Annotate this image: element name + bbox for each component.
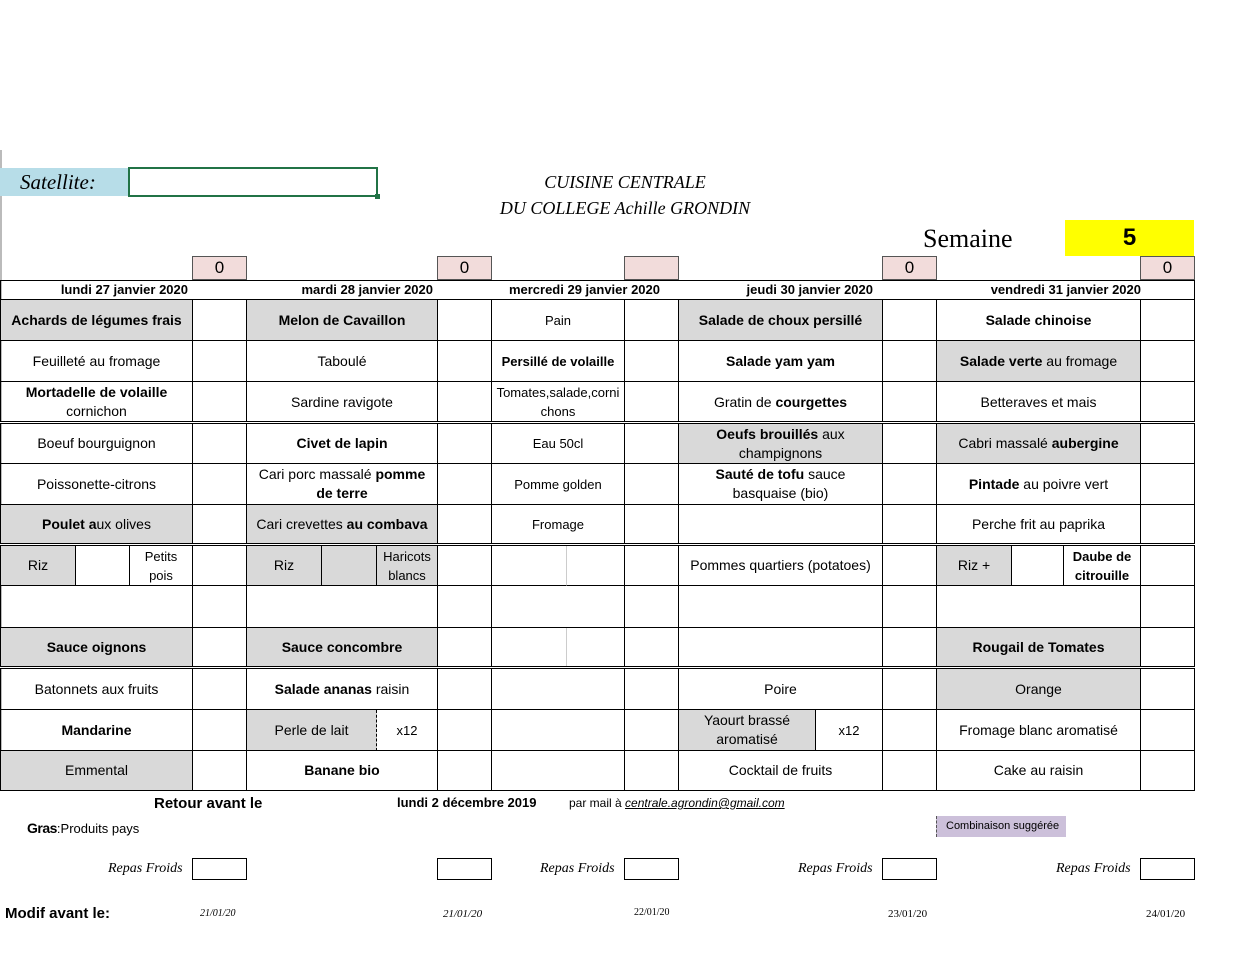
menu-cell-mardi-11[interactable]: Perle de lait: [247, 710, 377, 751]
modif-date-vendredi: 24/01/20: [1146, 908, 1186, 920]
menu-text: cornichon: [66, 403, 127, 419]
qty-cell-mardi-2[interactable]: [438, 341, 492, 382]
menu-cell-vendredi-12[interactable]: Cake au raisin: [937, 751, 1141, 791]
qty-cell-jeudi-5[interactable]: [883, 464, 937, 505]
menu-cell-mercredi-7a[interactable]: [492, 546, 567, 586]
semaine-label: Semaine: [923, 224, 1013, 253]
qty-cell-vendredi-7a[interactable]: [1012, 546, 1064, 586]
qty-cell-lundi-5[interactable]: [193, 464, 247, 505]
menu-cell-mercredi-6[interactable]: Fromage: [492, 505, 625, 545]
retour-date: lundi 2 décembre 2019: [397, 795, 537, 810]
counter-vendredi[interactable]: 0: [1140, 256, 1195, 280]
qty-cell-vendredi-11[interactable]: [1141, 710, 1195, 751]
menu-cell-mercredi-3[interactable]: Tomates,salade,cornichons: [492, 382, 625, 423]
qty-cell-vendredi-2[interactable]: [1141, 341, 1195, 382]
qty-cell-mercredi-7[interactable]: [625, 546, 679, 586]
gras-label: Gras: [27, 820, 57, 836]
qty-cell-lundi-11[interactable]: [193, 710, 247, 751]
qty-cell-lundi-2[interactable]: [193, 341, 247, 382]
qty-cell-lundi-3[interactable]: [193, 382, 247, 423]
qty-cell-vendredi-9[interactable]: [1141, 628, 1195, 667]
qty-cell-jeudi-8[interactable]: [883, 586, 937, 628]
menu-cell-jeudi-6[interactable]: [679, 505, 883, 545]
menu-cell-jeudi-11-qty[interactable]: x12: [816, 710, 883, 751]
menu-cell-mardi-6[interactable]: [247, 505, 438, 545]
menu-cell-lundi-8[interactable]: [1, 586, 193, 628]
menu-text-bold: Poulet a: [42, 516, 97, 532]
menu-cell-jeudi-12[interactable]: Cocktail de fruits: [679, 751, 883, 791]
qty-cell-vendredi-1[interactable]: [1141, 300, 1195, 341]
menu-cell-vendredi-7a[interactable]: Riz +: [937, 546, 1012, 586]
menu-text: au poivre vert: [1019, 475, 1109, 492]
qty-cell-lundi-12[interactable]: [193, 751, 247, 791]
menu-cell-mercredi-9b[interactable]: [567, 628, 625, 667]
qty-cell-lundi-9[interactable]: [193, 628, 247, 667]
qty-cell-lundi-1[interactable]: [193, 300, 247, 341]
menu-text: Gratin de: [713, 393, 776, 410]
menu-cell-vendredi-6[interactable]: Perche frit au paprika: [937, 505, 1141, 545]
day-header-mercredi: mercredi 29 janvier 2020: [508, 282, 660, 297]
menu-cell-lundi-12[interactable]: Emmental: [1, 751, 193, 791]
qty-cell-lundi-4[interactable]: [193, 424, 247, 464]
counter-mardi[interactable]: 0: [437, 256, 492, 280]
qty-cell-mardi-11[interactable]: [438, 710, 492, 751]
menu-cell-lundi-3[interactable]: [1, 382, 193, 423]
qty-cell-jeudi-10[interactable]: [883, 669, 937, 710]
menu-cell-vendredi-7b[interactable]: Daube de citrouille: [1064, 546, 1141, 586]
qty-cell-mardi-4[interactable]: [438, 424, 492, 464]
modif-date-lundi: 21/01/20: [200, 908, 236, 919]
menu-text: sauce basquaise (bio): [732, 466, 846, 501]
menu-text-bold: Salade ananas: [274, 680, 372, 697]
menu-cell-mercredi-12[interactable]: [492, 751, 625, 791]
qty-cell-mardi-5[interactable]: [438, 464, 492, 505]
menu-cell-jeudi-9[interactable]: [679, 628, 883, 667]
qty-cell-jeudi-3[interactable]: [883, 382, 937, 423]
menu-text: au fromage: [1042, 352, 1118, 369]
day-header-lundi: lundi 27 janvier 2020: [60, 282, 188, 297]
week-number[interactable]: 5: [1065, 220, 1194, 256]
menu-cell-mardi-7b[interactable]: Haricots blancs: [377, 546, 438, 586]
modif-date-mercredi: 22/01/20: [634, 907, 670, 918]
menu-cell-lundi-7a[interactable]: Riz: [1, 546, 76, 586]
menu-cell-mercredi-5[interactable]: Pomme golden: [492, 464, 625, 505]
menu-cell-mardi-10[interactable]: [247, 669, 438, 710]
menu-cell-lundi-9[interactable]: Sauce oignons: [1, 628, 193, 667]
repas-froids-label: Repas Froids: [798, 861, 873, 876]
menu-cell-mardi-4[interactable]: Civet de lapin: [247, 424, 438, 464]
menu-text-bold: Pintade: [968, 475, 1020, 492]
qty-cell-vendredi-8[interactable]: [1141, 586, 1195, 628]
menu-cell-mercredi-10[interactable]: [492, 669, 625, 710]
menu-cell-lundi-5[interactable]: Poissonette-citrons: [1, 464, 193, 505]
menu-cell-lundi-7b[interactable]: Petits pois: [130, 546, 193, 586]
counter-lundi[interactable]: 0: [192, 256, 247, 280]
menu-cell-mardi-8[interactable]: [247, 586, 438, 628]
menu-cell-vendredi-8[interactable]: [937, 586, 1141, 628]
satellite-input[interactable]: [128, 167, 378, 197]
qty-cell-lundi-10[interactable]: [193, 669, 247, 710]
menu-cell-vendredi-11[interactable]: Fromage blanc aromatisé: [937, 710, 1141, 751]
mail-prefix: par mail à: [569, 796, 626, 810]
menu-cell-jeudi-3[interactable]: [679, 382, 883, 423]
menu-cell-vendredi-3[interactable]: Betteraves et mais: [937, 382, 1141, 423]
qty-cell-lundi-7a[interactable]: [76, 546, 130, 586]
menu-cell-vendredi-5[interactable]: [937, 464, 1141, 505]
repas-froids-label: Repas Froids: [540, 861, 615, 876]
modif-date-jeudi: 23/01/20: [888, 908, 928, 920]
menu-cell-vendredi-10[interactable]: Orange: [937, 669, 1141, 710]
qty-cell-lundi-7[interactable]: [193, 546, 247, 586]
menu-cell-mardi-5[interactable]: [247, 464, 438, 505]
qty-cell-vendredi-12[interactable]: [1141, 751, 1195, 791]
satellite-label: Satellite:: [0, 168, 128, 196]
menu-cell-vendredi-2[interactable]: [937, 341, 1141, 382]
repas-froids-lundi[interactable]: [192, 858, 247, 880]
qty-cell-mardi-1[interactable]: [438, 300, 492, 341]
menu-cell-lundi-4[interactable]: Boeuf bourguignon: [1, 424, 193, 464]
menu-cell-jeudi-5[interactable]: [679, 464, 883, 505]
qty-cell-lundi-6[interactable]: [193, 505, 247, 545]
menu-text: Cari porc massalé: [258, 466, 376, 482]
menu-cell-vendredi-9[interactable]: Rougail de Tomates: [937, 628, 1141, 667]
menu-cell-jeudi-7[interactable]: Pommes quartiers (potatoes): [679, 546, 883, 586]
menu-cell-mercredi-4[interactable]: Eau 50cl: [492, 424, 625, 464]
menu-cell-mardi-11-qty[interactable]: x12: [377, 710, 438, 751]
combo-legend: Combinaison suggérée: [936, 816, 1066, 837]
qty-cell-mardi-6[interactable]: [438, 505, 492, 545]
repas-froids-jeudi[interactable]: [882, 858, 937, 880]
qty-cell-mercredi-6[interactable]: [625, 505, 679, 545]
menu-text-bold: Oeufs brouillés: [716, 425, 819, 442]
menu-text-bold: Sauté de tofu: [715, 466, 805, 482]
qty-cell-jeudi-7[interactable]: [883, 546, 937, 586]
menu-cell-jeudi-8[interactable]: [679, 586, 883, 628]
menu-text-bold: courgettes: [775, 393, 848, 410]
day-header-vendredi: vendredi 31 janvier 2020: [990, 282, 1141, 297]
gras-text: :Produits pays: [56, 821, 140, 836]
menu-cell-jeudi-10[interactable]: Poire: [679, 669, 883, 710]
qty-cell-mercredi-4[interactable]: [625, 424, 679, 464]
repas-froids-mercredi[interactable]: [624, 858, 679, 880]
qty-cell-jeudi-2[interactable]: [883, 341, 937, 382]
menu-cell-jeudi-1[interactable]: Salade de choux persillé: [679, 300, 883, 341]
qty-cell-mercredi-1[interactable]: [625, 300, 679, 341]
menu-text-bold: Salade verte: [959, 352, 1043, 369]
qty-cell-mercredi-10[interactable]: [625, 669, 679, 710]
menu-cell-jeudi-2[interactable]: Salade yam yam: [679, 341, 883, 382]
qty-cell-jeudi-6[interactable]: [883, 505, 937, 545]
repas-froids-vendredi[interactable]: [1140, 858, 1195, 880]
menu-text: aux champignons: [738, 425, 845, 461]
qty-cell-mercredi-3[interactable]: [625, 382, 679, 423]
qty-cell-mardi-10[interactable]: [438, 669, 492, 710]
menu-cell-lundi-6[interactable]: [1, 505, 193, 545]
qty-cell-jeudi-9[interactable]: [883, 628, 937, 667]
menu-cell-jeudi-4[interactable]: [679, 424, 883, 464]
menu-cell-mercredi-2[interactable]: Persillé de volaille: [492, 341, 625, 382]
email-link[interactable]: centrale.agrondin@gmail.com: [625, 796, 785, 810]
menu-cell-mardi-12[interactable]: Banane bio: [247, 751, 438, 791]
qty-cell-mercredi-5[interactable]: [625, 464, 679, 505]
qty-cell-jeudi-4[interactable]: [883, 424, 937, 464]
menu-cell-mardi-7a[interactable]: Riz: [247, 546, 322, 586]
qty-cell-mardi-9[interactable]: [438, 628, 492, 667]
menu-text: raisin: [371, 680, 410, 697]
qty-cell-mardi-12[interactable]: [438, 751, 492, 791]
qty-cell-lundi-8[interactable]: [193, 586, 247, 628]
counter-mercredi[interactable]: [624, 256, 679, 280]
menu-cell-jeudi-11[interactable]: Yaourt brassé aromatisé: [679, 710, 816, 751]
qty-cell-mercredi-9[interactable]: [625, 628, 679, 667]
retour-label: Retour avant le: [154, 795, 263, 812]
menu-cell-mardi-9[interactable]: Sauce concombre: [247, 628, 438, 667]
day-header-jeudi: jeudi 30 janvier 2020: [746, 282, 873, 297]
qty-cell-vendredi-4[interactable]: [1141, 424, 1195, 464]
page-title-line1: CUISINE CENTRALE: [544, 172, 706, 192]
qty-cell-vendredi-3[interactable]: [1141, 382, 1195, 423]
menu-cell-mardi-2[interactable]: Taboulé: [247, 341, 438, 382]
menu-text-bold: Mortadelle de volaille: [25, 384, 168, 400]
repas-froids-mardi[interactable]: [437, 858, 492, 880]
menu-cell-mardi-1[interactable]: Melon de Cavaillon: [247, 300, 438, 341]
qty-cell-mercredi-12[interactable]: [625, 751, 679, 791]
menu-text: Cabri massalé: [958, 435, 1052, 451]
repas-froids-label: Repas Froids: [108, 861, 183, 876]
qty-cell-jeudi-11[interactable]: [883, 710, 937, 751]
menu-cell-mercredi-11[interactable]: [492, 710, 625, 751]
day-header-mardi: mardi 28 janvier 2020: [301, 282, 433, 297]
modif-date-mardi: 21/01/20: [443, 908, 483, 920]
menu-cell-vendredi-1[interactable]: Salade chinoise: [937, 300, 1141, 341]
menu-cell-lundi-2[interactable]: Feuilleté au fromage: [1, 341, 193, 382]
qty-cell-mardi-8[interactable]: [438, 586, 492, 628]
qty-cell-mardi-7[interactable]: [438, 546, 492, 586]
menu-text-bold: au combava: [346, 516, 428, 532]
qty-cell-mercredi-11[interactable]: [625, 710, 679, 751]
menu-text: Cari crevettes: [256, 516, 347, 532]
menu-cell-lundi-1[interactable]: Achards de légumes frais: [1, 300, 193, 341]
qty-cell-jeudi-12[interactable]: [883, 751, 937, 791]
menu-cell-mercredi-7b[interactable]: [567, 546, 625, 586]
menu-cell-lundi-11[interactable]: Mandarine: [1, 710, 193, 751]
modif-label: Modif avant le:: [5, 905, 111, 922]
menu-cell-lundi-10[interactable]: Batonnets aux fruits: [1, 669, 193, 710]
qty-cell-mardi-7a[interactable]: [322, 546, 377, 586]
qty-cell-mercredi-2[interactable]: [625, 341, 679, 382]
menu-text: ux olives: [96, 516, 151, 532]
menu-cell-mercredi-8[interactable]: [492, 586, 625, 628]
menu-cell-mercredi-1[interactable]: Pain: [492, 300, 625, 341]
page-title-line2: DU COLLEGE Achille GRONDIN: [499, 198, 751, 218]
qty-cell-mardi-3[interactable]: [438, 382, 492, 423]
qty-cell-vendredi-10[interactable]: [1141, 669, 1195, 710]
menu-cell-mardi-3[interactable]: Sardine ravigote: [247, 382, 438, 423]
qty-cell-vendredi-7[interactable]: [1141, 546, 1195, 586]
qty-cell-jeudi-1[interactable]: [883, 300, 937, 341]
qty-cell-vendredi-5[interactable]: [1141, 464, 1195, 505]
menu-text-bold: aubergine: [1051, 435, 1119, 451]
qty-cell-mercredi-8[interactable]: [625, 586, 679, 628]
counter-jeudi[interactable]: 0: [882, 256, 937, 280]
menu-cell-mercredi-9a[interactable]: [492, 628, 567, 667]
menu-text-bold: pomme de terre: [316, 466, 426, 501]
gras-legend: [27, 820, 139, 836]
qty-cell-vendredi-6[interactable]: [1141, 505, 1195, 545]
repas-froids-label: Repas Froids: [1056, 861, 1131, 876]
retour-mail: [569, 796, 785, 810]
menu-cell-vendredi-4[interactable]: [937, 424, 1141, 464]
